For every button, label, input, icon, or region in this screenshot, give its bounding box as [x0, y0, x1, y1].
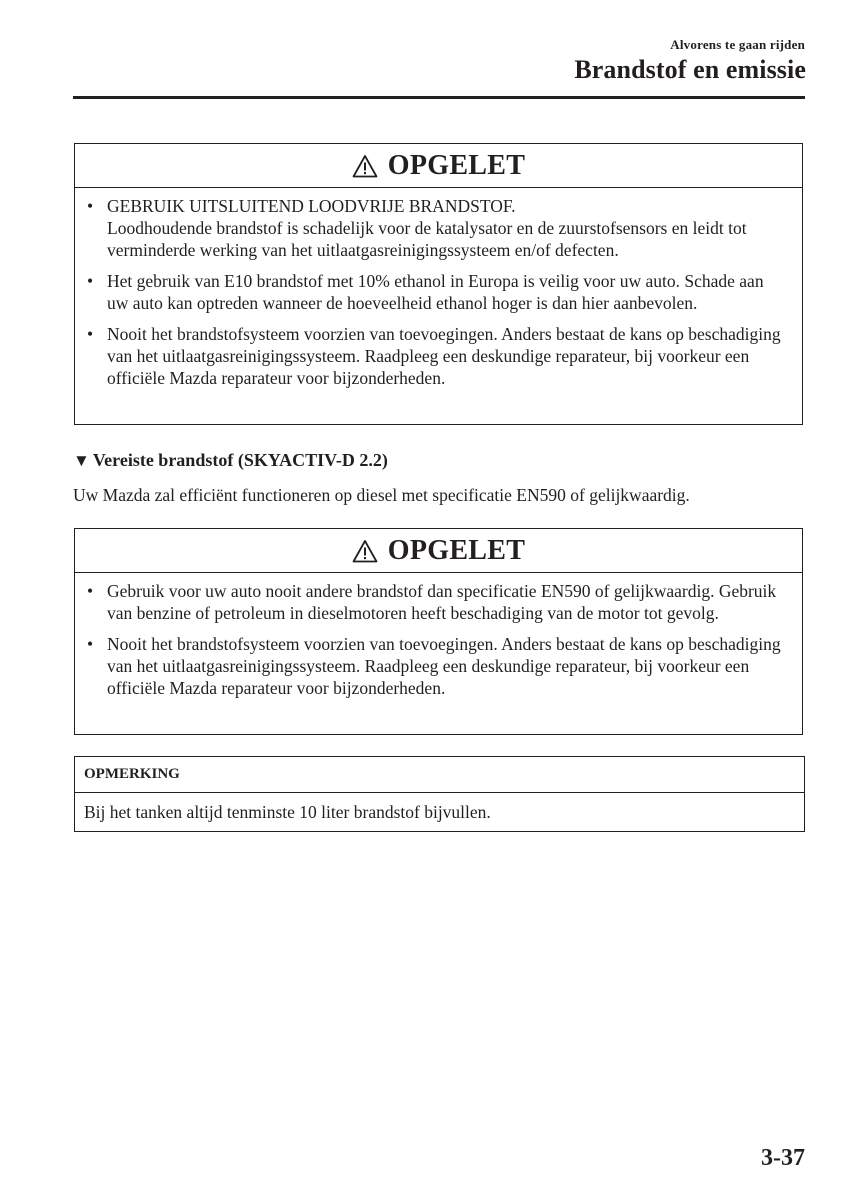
caution-item-text: GEBRUIK UITSLUITEND LOODVRIJE BRANDSTOF. Loodhoudende brandstof is schadelijk voor de katalysator en de zuurstofsensors en leidt tot verminderde werking van het uitlaatgasreinigingssysteem en/of defecten. — [107, 196, 747, 260]
caution-title: OPGELET — [387, 534, 526, 566]
caution-title: OPGELET — [387, 149, 526, 181]
bullet-glyph: • — [87, 581, 94, 601]
caution-item — [87, 580, 788, 624]
caution-item-text: Nooit het brandstofsysteem voorzien van toevoegingen. Anders bestaat de kans op beschadiging van het uitlaatgasreinigingssysteem. Raadpleeg een deskundige reparateur, bij voorkeur een officiële Mazda reparateur voor bijzonderheden. — [107, 634, 781, 698]
note-box — [74, 756, 805, 832]
header-rule — [73, 96, 805, 99]
caution-header — [75, 144, 802, 188]
note-text: Bij het tanken altijd tenminste 10 liter brandstof bijvullen. — [84, 801, 491, 822]
bullet-glyph: • — [87, 634, 94, 654]
note-title: OPMERKING — [75, 757, 804, 793]
warning-triangle-icon — [352, 154, 378, 178]
caution-item-text: Het gebruik van E10 brandstof met 10% ethanol in Europa is veilig voor uw auto. Schade aan uw auto kan optreden wanneer de hoeveelheid ethanol hoger is dan hier aanbevolen. — [107, 271, 764, 313]
subsection-heading-text: Vereiste brandstof (SKYACTIV-D 2.2) — [92, 450, 388, 470]
bullet-glyph: • — [87, 324, 94, 344]
caution-item-text: Gebruik voor uw auto nooit andere brandstof dan specificatie EN590 of gelijkwaardig. Gebruik van benzine of petroleum in dieselmotoren heeft beschadiging van de motor tot gevolg. — [107, 581, 777, 623]
subsection-heading — [73, 450, 388, 471]
page-title: Brandstof en emissie — [574, 55, 806, 84]
bullet-glyph: • — [87, 271, 94, 291]
warning-triangle-icon — [352, 539, 378, 563]
caution-box-2 — [74, 528, 803, 735]
caution-item — [87, 270, 788, 314]
section-kicker: Alvorens te gaan rijden — [670, 37, 805, 52]
page-number: 3-37 — [761, 1145, 805, 1171]
caution-body — [75, 573, 802, 707]
caution-item — [87, 633, 788, 699]
triangle-down-icon: ▼ — [73, 450, 90, 470]
caution-header — [75, 529, 802, 573]
bullet-glyph: • — [87, 196, 94, 216]
subsection-intro: Uw Mazda zal efficiënt functioneren op diesel met specificatie EN590 of gelijkwaardig. — [73, 485, 690, 505]
caution-item — [87, 323, 788, 389]
caution-body — [75, 188, 802, 397]
caution-item — [87, 195, 788, 261]
caution-box-1 — [74, 143, 803, 425]
caution-item-text: Nooit het brandstofsysteem voorzien van toevoegingen. Anders bestaat de kans op beschadiging van het uitlaatgasreinigingssysteem. Raadpleeg een deskundige reparateur, bij voorkeur een officiële Mazda reparateur voor bijzonderheden. — [107, 324, 781, 388]
